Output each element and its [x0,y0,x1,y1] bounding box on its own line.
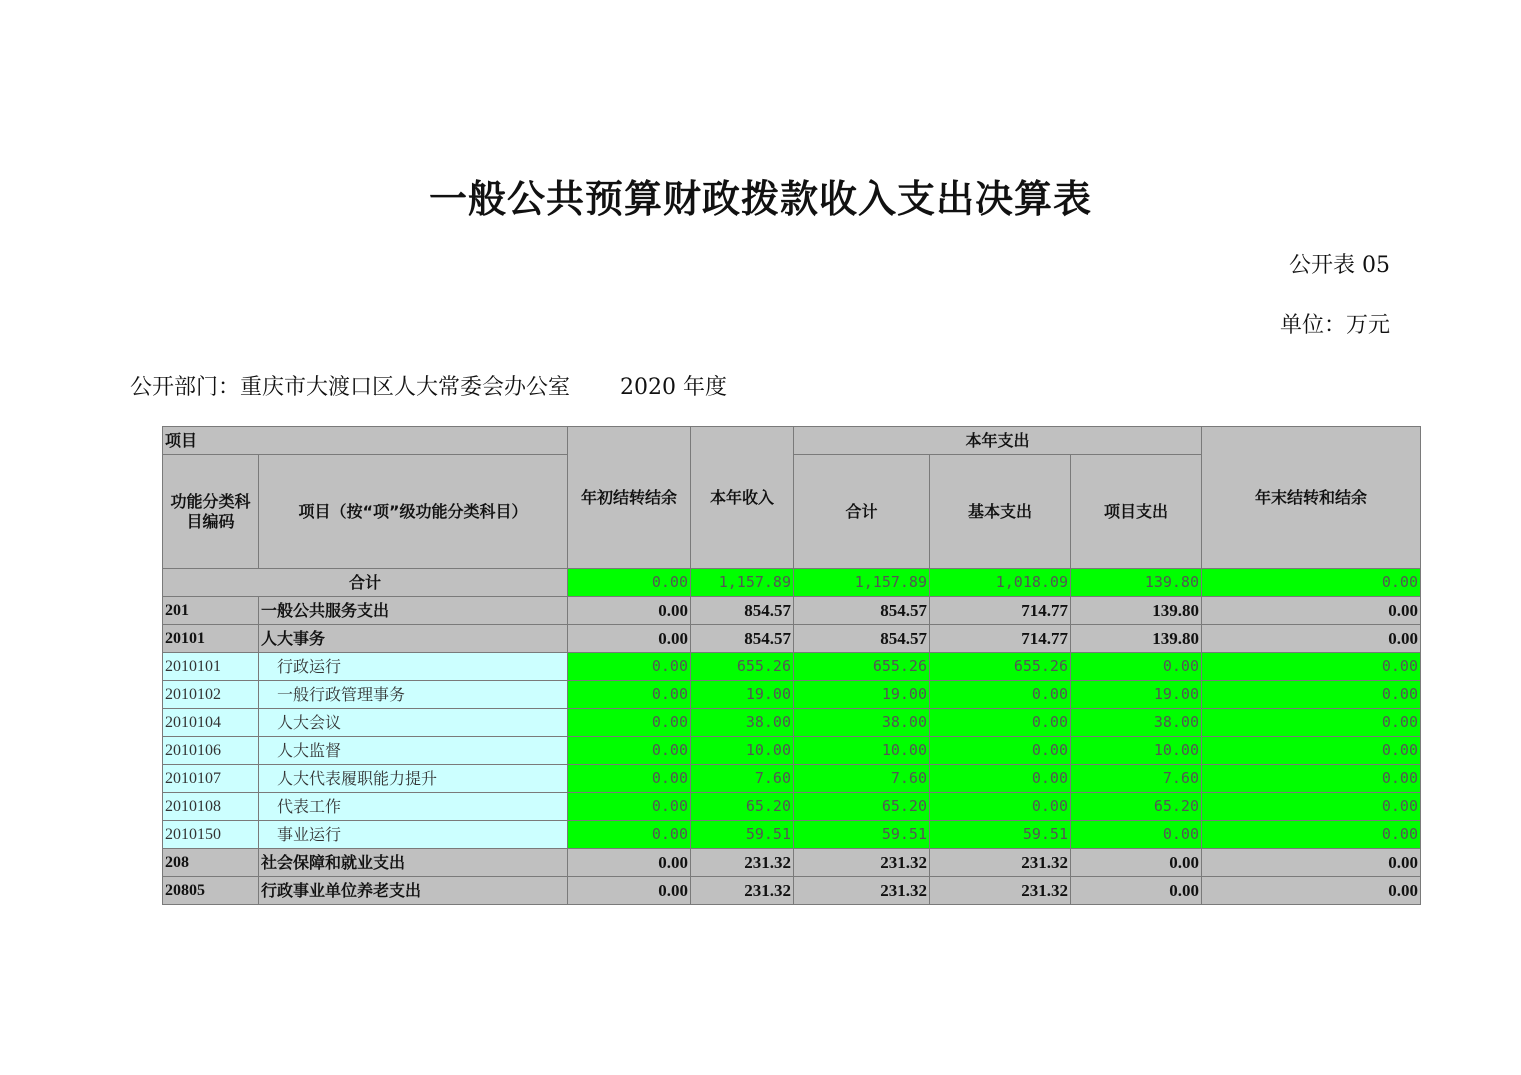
row-closing-balance: 0.00 [1202,737,1421,765]
header-func-code: 功能分类科目编码 [163,455,259,569]
table-row [163,653,1421,681]
row-project-expense: 0.00 [1071,653,1202,681]
row-closing-balance: 0.00 [1202,709,1421,737]
row-name: 社会保障和就业支出 [259,849,568,877]
row-name: 行政运行 [259,653,568,681]
row-closing-balance: 0.00 [1202,877,1421,905]
row-code: 2010107 [163,765,259,793]
row-income: 854.57 [691,625,794,653]
total-opening-balance: 0.00 [568,569,691,597]
row-code: 2010106 [163,737,259,765]
row-expense-total: 231.32 [794,877,930,905]
row-income: 19.00 [691,681,794,709]
table-row [163,597,1421,625]
row-opening-balance: 0.00 [568,737,691,765]
row-code: 201 [163,597,259,625]
row-project-expense: 0.00 [1071,877,1202,905]
row-income: 231.32 [691,849,794,877]
table-row [163,737,1421,765]
row-code: 20101 [163,625,259,653]
row-basic-expense: 231.32 [930,877,1071,905]
row-closing-balance: 0.00 [1202,681,1421,709]
row-income: 65.20 [691,793,794,821]
row-closing-balance: 0.00 [1202,625,1421,653]
row-expense-total: 7.60 [794,765,930,793]
table-row [163,821,1421,849]
header-expense-total: 合计 [794,455,930,569]
row-project-expense: 139.80 [1071,625,1202,653]
row-expense-total: 59.51 [794,821,930,849]
total-label: 合计 [163,569,568,597]
row-name: 人大监督 [259,737,568,765]
row-basic-expense: 714.77 [930,625,1071,653]
row-opening-balance: 0.00 [568,765,691,793]
row-income: 10.00 [691,737,794,765]
row-basic-expense: 0.00 [930,681,1071,709]
row-opening-balance: 0.00 [568,793,691,821]
table-row [163,765,1421,793]
row-expense-total: 854.57 [794,625,930,653]
row-expense-total: 655.26 [794,653,930,681]
row-basic-expense: 0.00 [930,737,1071,765]
row-name: 人大会议 [259,709,568,737]
row-closing-balance: 0.00 [1202,597,1421,625]
row-code: 208 [163,849,259,877]
row-closing-balance: 0.00 [1202,849,1421,877]
total-row [163,569,1421,597]
header-project-expense: 项目支出 [1071,455,1202,569]
header-closing-balance: 年末结转和结余 [1202,427,1421,569]
row-opening-balance: 0.00 [568,597,691,625]
unit-label: 单位：万元 [1279,313,1390,338]
row-code: 2010102 [163,681,259,709]
row-basic-expense: 59.51 [930,821,1071,849]
row-name: 一般行政管理事务 [259,681,568,709]
report-year: 2020 年度 [620,375,727,400]
header-income: 本年收入 [691,427,794,569]
row-income: 7.60 [691,765,794,793]
row-income: 231.32 [691,877,794,905]
total-closing-balance: 0.00 [1202,569,1421,597]
row-name: 行政事业单位养老支出 [259,877,568,905]
row-name: 事业运行 [259,821,568,849]
row-closing-balance: 0.00 [1202,653,1421,681]
row-code: 20805 [163,877,259,905]
table-row [163,709,1421,737]
row-opening-balance: 0.00 [568,709,691,737]
row-basic-expense: 0.00 [930,793,1071,821]
total-project-expense: 139.80 [1071,569,1202,597]
table-row [163,793,1421,821]
row-closing-balance: 0.00 [1202,821,1421,849]
row-opening-balance: 0.00 [568,849,691,877]
row-project-expense: 19.00 [1071,681,1202,709]
row-opening-balance: 0.00 [568,821,691,849]
header-expense-group: 本年支出 [794,427,1202,455]
row-name: 人大事务 [259,625,568,653]
row-basic-expense: 231.32 [930,849,1071,877]
row-expense-total: 854.57 [794,597,930,625]
row-expense-total: 10.00 [794,737,930,765]
row-income: 59.51 [691,821,794,849]
row-project-expense: 0.00 [1071,821,1202,849]
row-project-expense: 7.60 [1071,765,1202,793]
row-project-expense: 139.80 [1071,597,1202,625]
table-row [163,877,1421,905]
row-opening-balance: 0.00 [568,653,691,681]
row-opening-balance: 0.00 [568,681,691,709]
row-expense-total: 19.00 [794,681,930,709]
page-title: 一般公共预算财政拨款收入支出决算表 [428,176,1092,221]
row-code: 2010108 [163,793,259,821]
row-closing-balance: 0.00 [1202,765,1421,793]
department-line [130,370,727,401]
row-income: 38.00 [691,709,794,737]
row-project-expense: 38.00 [1071,709,1202,737]
header-item-name: 项目（按“项”级功能分类科目） [259,455,568,569]
row-basic-expense: 714.77 [930,597,1071,625]
row-name: 人大代表履职能力提升 [259,765,568,793]
row-project-expense: 0.00 [1071,849,1202,877]
row-closing-balance: 0.00 [1202,793,1421,821]
row-code: 2010150 [163,821,259,849]
header-opening-balance: 年初结转结余 [568,427,691,569]
row-project-expense: 10.00 [1071,737,1202,765]
row-opening-balance: 0.00 [568,877,691,905]
row-expense-total: 38.00 [794,709,930,737]
total-basic-expense: 1,018.09 [930,569,1071,597]
row-code: 2010104 [163,709,259,737]
row-basic-expense: 0.00 [930,765,1071,793]
department-name: 公开部门：重庆市大渡口区人大常委会办公室 [130,375,571,400]
total-expense-total: 1,157.89 [794,569,930,597]
table-row [163,625,1421,653]
table-code: 公开表 05 [1289,253,1390,278]
row-income: 854.57 [691,597,794,625]
row-project-expense: 65.20 [1071,793,1202,821]
table-row [163,681,1421,709]
row-name: 代表工作 [259,793,568,821]
header-project: 项目 [163,427,568,455]
row-opening-balance: 0.00 [568,625,691,653]
row-name: 一般公共服务支出 [259,597,568,625]
row-basic-expense: 655.26 [930,653,1071,681]
row-basic-expense: 0.00 [930,709,1071,737]
total-income: 1,157.89 [691,569,794,597]
budget-table [162,426,1421,905]
header-basic-expense: 基本支出 [930,455,1071,569]
table-row [163,849,1421,877]
row-code: 2010101 [163,653,259,681]
row-expense-total: 65.20 [794,793,930,821]
row-expense-total: 231.32 [794,849,930,877]
row-income: 655.26 [691,653,794,681]
